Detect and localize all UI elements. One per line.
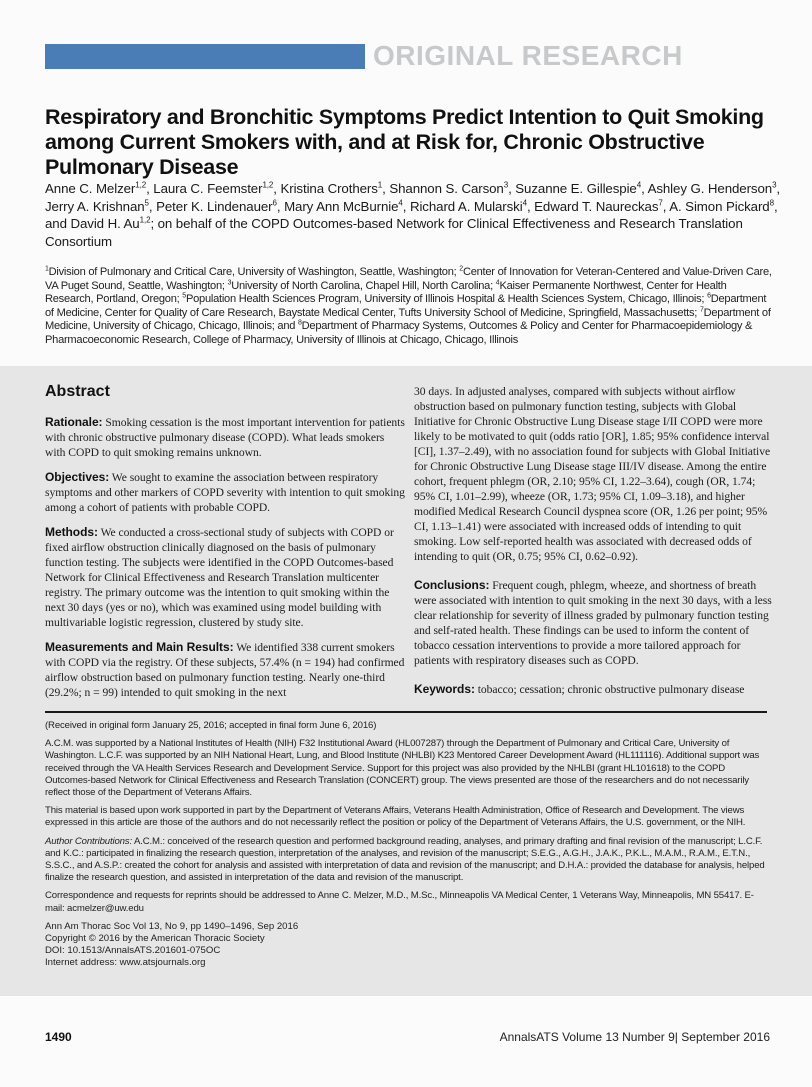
affiliation-text: Division of Pulmonary and Critical Care, University of Washington, Seattle, Washington; [48, 266, 460, 278]
affiliation-number: 5 [182, 292, 186, 300]
citation-block [45, 921, 771, 969]
conclusions-label: Conclusions: [414, 578, 490, 592]
affiliation-text: Department of Medicine, Center for Quality of Care Research, Baystate Medical Center, Tufts University School of Medicine, Springfield, Massachusetts; [45, 293, 767, 319]
author-affiliation-marker: 3 [503, 180, 509, 190]
affiliation-text: University of North Carolina, Chapel Hill, North Carolina; [231, 279, 496, 292]
affiliation-number: 3 [227, 278, 232, 286]
author-name: Ashley G. Henderson [647, 181, 773, 196]
objectives-label: Objectives: [45, 470, 110, 484]
author-affiliation-marker: 6 [272, 198, 277, 208]
abstract-objectives [45, 470, 405, 515]
author-contributions [45, 836, 771, 885]
author-affiliation-marker: 3 [772, 180, 777, 190]
affiliation-number: 8 [298, 319, 302, 327]
section-divider [45, 711, 767, 713]
banner-label: ORIGINAL RESEARCH [373, 40, 683, 71]
affiliation-number: 2 [459, 265, 463, 273]
affiliation-number: 6 [707, 292, 711, 300]
author-affiliation-marker: 4 [398, 198, 403, 208]
author-affiliation-marker: 5 [144, 198, 149, 208]
results-label: Measurements and Main Results: [45, 640, 234, 654]
author-name: Kristina Crothers [280, 181, 378, 196]
abstract-column-left [45, 415, 405, 710]
affiliation-text: Department of Pharmacy Systems, Outcomes & Policy and Center for Pharmacoepidemiology & Pharmacoeconomic Research, College of Pharmacy, University of Illinois at Chicago, Chicago, Illinois [45, 320, 753, 346]
author-name: Shannon S. Carson [389, 181, 504, 196]
author-name: Anne C. Melzer [45, 181, 136, 196]
banner-bar [45, 44, 365, 69]
author-affiliation-marker: 4 [636, 180, 642, 190]
affiliation-text: Department of Medicine, University of Chicago, Chicago, Illinois; and [45, 306, 771, 333]
rationale-label: Rationale: [45, 415, 103, 429]
abstract-conclusions [414, 578, 776, 668]
abstract-column-right [414, 384, 776, 707]
internet-address-line[interactable]: Internet address: www.atsjournals.org [45, 956, 206, 968]
author-name: Jerry A. Krishnan [45, 198, 145, 214]
va-disclaimer: This material is based upon work supported in part by the Department of Veterans Affairs, Veterans Health Administration, Office of Research and Development. The views expressed in this article are those of the authors and do not necessarily reflect the position or policy of the Department of Veterans Affairs, the U.S. government, or the NIH. [45, 805, 746, 829]
author-name: Suzanne E. Gillespie [515, 181, 637, 196]
copyright-line: Copyright © 2016 by the American Thoracic Society [45, 932, 265, 944]
section-banner [45, 40, 785, 71]
author-name: Mary Ann McBurnie [284, 198, 399, 214]
author-affiliation-marker: 7 [658, 198, 663, 208]
results-text-right: 30 days. In adjusted analyses, compared with subjects without airflow obstruction based on pulmonary function testing, subjects with Global Initiative for Chronic Obstructive Lung Disease stage I/II COPD were more likely to be motivated to quit (odds ratio [OR], 1.85; 95% confidence interval [CI], 1.37–2.49), with no association found for subjects with Global Initiative for Chronic Obstructive Lung Disease stage III/IV disease. Among the entire cohort, frequent phlegm (OR, 2.10; 95% CI, 1.22–3.64), cough (OR, 1.74; 95% CI, 1.01–2.99), wheeze (OR, 1.73; 95% CI, 1.09–3.18), and higher modified Medical Research Council dyspnea score (OR, 1.26 per point; 95% CI, 1.13–1.41) were associated with increased odds of intending to quit smoking. Low self-reported health was associated with decreased odds of intending to quit (OR, 0.75; 95% CI, 0.62–0.92). [414, 385, 771, 563]
author-affiliation-marker: 1 [377, 180, 383, 190]
author-name: David H. Au [70, 216, 140, 231]
funding-note: A.C.M. was supported by a National Institutes of Health (NIH) F32 Institutional Award (HL007287) through the Department of Pulmonary and Critical Care, University of Washington. L.C.F. was supported by an NIH National Heart, Lung, and Blood Institute (NHLBI) K23 Mentored Career Development Award (HL111116). Additional support was received through the VA Health Services Research and Development Service. Support for this project was also provided by the NHLBI (grant HL101618) to the COPD Outcomes-based Network for Clinical Effectiveness and Research Translation (CONCERT) group. The views presented are those of the researchers and do not necessarily reflect those of the Department of Veterans Affairs. [45, 738, 760, 799]
received-dates: (Received in original form January 25, 2016; accepted in final form June 6, 2016) [45, 720, 377, 731]
page-number: 1490 [45, 1030, 72, 1044]
abstract-heading: Abstract [45, 383, 110, 400]
author-affiliation-marker: 4 [522, 198, 527, 208]
article-notes [45, 720, 771, 969]
keywords-label: Keywords: [414, 682, 475, 696]
correspondence: Correspondence and requests for reprints should be addressed to Anne C. Melzer, M.D., M.Sc., Minneapolis VA Medical Center, 1 Veterans Way, Minneapolis, MN 55417. E-mail: acmelzer@uw.edu [45, 890, 754, 914]
abstract-results [45, 640, 405, 700]
citation-line: Ann Am Thorac Soc Vol 13, No 9, pp 1490–1496, Sep 2016 [45, 920, 299, 932]
contributions-label: Author Contributions: [45, 835, 132, 847]
author-affiliation-marker: 1,2 [262, 180, 274, 190]
author-affiliation-marker: 1,2 [139, 215, 151, 225]
author-name: Edward T. Naureckas [534, 198, 659, 214]
abstract-keywords [414, 682, 776, 697]
affiliation-text: Center of Innovation for Veteran-Centered and Value-Driven Care, VA Puget Sound, Seattle, Washington; [45, 266, 772, 292]
affiliation-number: 7 [699, 306, 704, 314]
journal-info: AnnalsATS Volume 13 Number 9| September 2016 [499, 1030, 770, 1044]
results-text-left: We identified 338 current smokers with COPD via the registry. Of these subjects, 57.4% (n = 194) had confirmed airflow obstruction based on pulmonary function testing. Nearly one-third (29.2%; n = 99) intended to quit smoking in the next [45, 641, 405, 699]
affiliations [45, 266, 773, 348]
doi-line[interactable]: DOI: 10.1513/AnnalsATS.201601-075OC [45, 944, 221, 956]
author-affiliation-marker: 1,2 [135, 180, 147, 190]
author-name: A. Simon Pickard [669, 198, 770, 214]
rationale-text: Smoking cessation is the most important intervention for patients with chronic obstructive pulmonary disease (COPD). What leads smokers with COPD to quit smoking remains unknown. [45, 416, 405, 459]
methods-label: Methods: [45, 525, 98, 539]
objectives-text: We sought to examine the association between respiratory symptoms and other markers of COPD severity with intention to quit smoking among a cohort of patients with probable COPD. [45, 471, 405, 514]
affiliation-number: 4 [495, 278, 500, 286]
conclusions-text: Frequent cough, phlegm, wheeze, and shortness of breath were associated with intention to quit smoking in the next 30 days, with a less clear relationship for severity of illness graded by pulmonary function testing and self-rated health. These findings can be used to inform the content of tobacco cessation interventions to provide a more tailored approach for patients with respiratory diseases such as COPD. [414, 579, 772, 667]
author-name: Peter K. Lindenauer [156, 198, 273, 214]
author-affiliation-marker: 8 [769, 198, 774, 208]
author-name: Laura C. Feemster [153, 181, 263, 196]
author-list: Anne C. Melzer$^{1,2}$, Laura C. Feemster$^{1,2}$, Kristina Crothers$^1$, Shannon S. Carson$^3$, Suzanne E. Gillespie$^4$, Ashley G. Henderson$^3$, Jerry A. Krishnan$^5$, Peter K. Lindenauer$^6$, Mary Ann McBurnie$^4$, Richard A. Mularski$^4$, Edward T. Naureckas$^7$, A. Simon Pickard$^8$, and David H. Au$^{1,2}$; on behalf of the COPD Outcomes-based Network for Clinical Effectiveness and Research Translation Consortium [45, 180, 781, 249]
keywords-text: tobacco; cessation; chronic obstructive pulmonary disease [474, 683, 745, 696]
consortium-note: ; on behalf of the COPD Outcomes-based Network for Clinical Effectiveness and Research Translation Consortium [45, 216, 743, 249]
contributions-text: A.C.M.: conceived of the research question and performed background reading, analyses, and primary drafting and final revision of the manuscript; L.C.F. and K.C.: participated in finalizing the research question, interpretation of the analyses, and revision of the manuscript; S.E.G., A.G.H., J.A.K., P.K.L., M.A.M., R.A.M., E.T.N., S.S.C., and A.S.P.: created the cohort for analysis and assisted with interpretation of data and revision of the manuscript; and D.H.A.: provided the database for analysis, helped finalize the research question, and assisted in interpretation of the data and revision of the manuscript. [45, 835, 765, 884]
article-title: Respiratory and Bronchitic Symptoms Predict Intention to Quit Smoking among Current Smokers with, and at Risk for, Chronic Obstructive Pulmonary Disease [45, 105, 764, 179]
affiliation-text: Kaiser Permanente Northwest, Center for Health Research, Portland, Oregon; [45, 279, 727, 306]
abstract-results-continued [414, 384, 776, 564]
abstract-rationale [45, 415, 405, 460]
affiliation-text: Population Health Sciences Program, University of Illinois Hospital & Health Sciences System, Chicago, Illinois; [185, 293, 708, 306]
author-name: Richard A. Mularski [409, 198, 523, 214]
affiliation-number: 1 [45, 265, 49, 273]
abstract-methods [45, 525, 405, 630]
methods-text: We conducted a cross-sectional study of subjects with COPD or fixed airflow obstruction clinically diagnosed on the basis of pulmonary function testing. The subjects were identified in the COPD Outcomes-based Network for Clinical Effectiveness and Research Translation multicenter registry. The primary outcome was the intention to quit smoking within the next 30 days (yes or no), which was examined using model building with multivariable logistic regression, clustered by study site. [45, 526, 394, 629]
